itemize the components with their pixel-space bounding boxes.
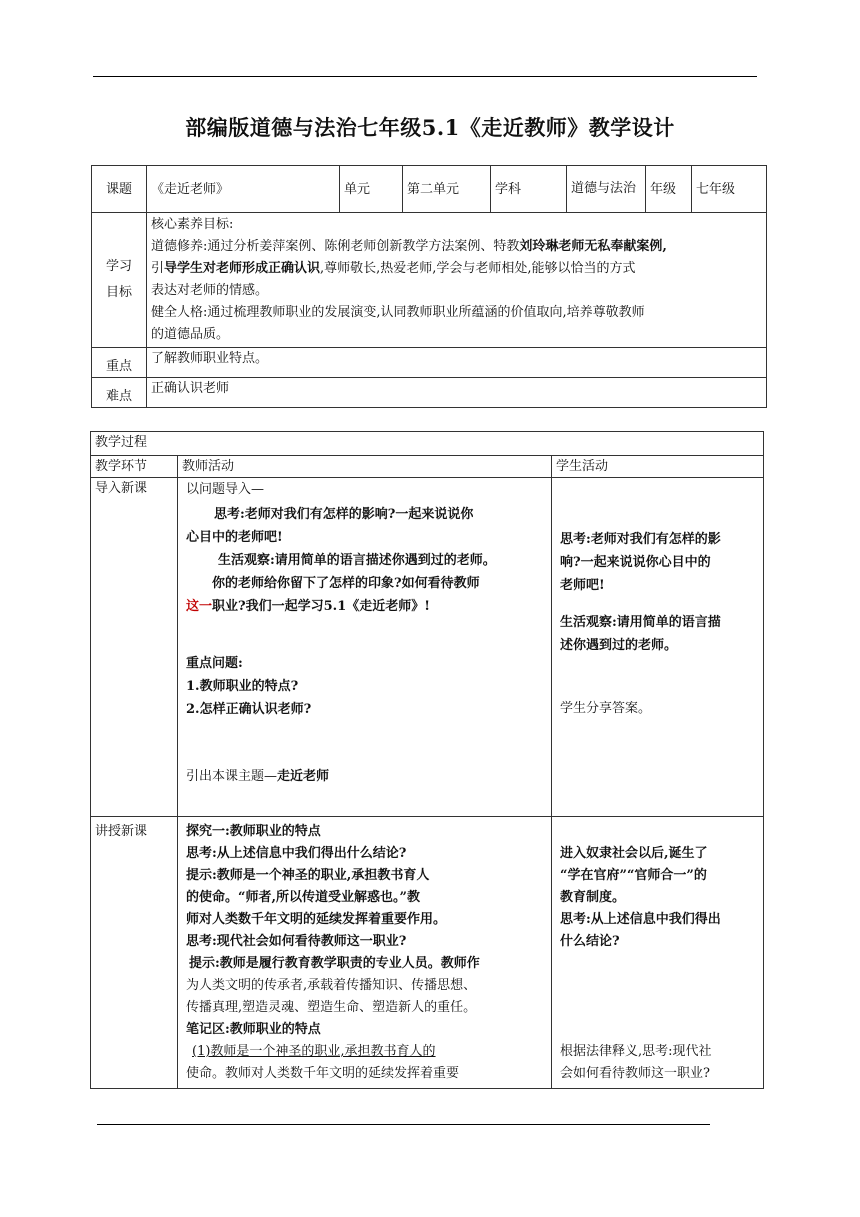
intro-t2b: 心目中的老师吧! bbox=[186, 530, 283, 545]
teaching-process-table bbox=[90, 431, 764, 1089]
intro-t4: 你的老师给你留下了怎样的印象?如何看待教师 bbox=[212, 576, 480, 591]
difficulty-label: 难点 bbox=[92, 378, 147, 408]
goals-moral-line3: 表达对老师的情感。 bbox=[151, 283, 269, 298]
intro-t7: 1.教师职业的特点? bbox=[186, 679, 299, 694]
goals-content bbox=[147, 213, 767, 348]
intro-t9: 引出本课主题—走近老师 bbox=[186, 769, 330, 784]
course-label: 课题 bbox=[92, 166, 147, 213]
key-value: 了解教师职业特点。 bbox=[147, 348, 767, 378]
intro-t5: 这一职业?我们一起学习5.1《走近老师》! bbox=[186, 599, 430, 614]
goals-personality-line1: 健全人格:通过梳理教师职业的发展演变,认同教师职业所蕴涵的价值取向,培养尊敬教师 bbox=[151, 305, 645, 320]
lecture-t3c: 师对人类数千年文明的延续发挥着重要作用。 bbox=[186, 912, 447, 927]
intro-t3: 生活观察:请用简单的语言描述你遇到过的老师。 bbox=[218, 553, 496, 568]
intro-t1: 以问题导入— bbox=[186, 482, 265, 497]
grade-label: 年级 bbox=[646, 166, 692, 213]
lecture-t7: (1)教师是一个神圣的职业,承担教书育人的 bbox=[192, 1044, 436, 1059]
intro-s3: 学生分享答案。 bbox=[560, 701, 652, 716]
intro-t2a: 思考:老师对我们有怎样的影响?一起来说说你 bbox=[214, 507, 474, 522]
lecture-s3b: 会如何看待教师这一职业? bbox=[560, 1066, 710, 1081]
goals-heading: 核心素养目标: bbox=[151, 217, 234, 232]
intro-s1a: 思考:老师对我们有怎样的影 bbox=[560, 532, 721, 547]
intro-stage: 导入新课 bbox=[91, 478, 178, 817]
intro-s2b: 述你遇到过的老师。 bbox=[560, 638, 678, 653]
intro-s2a: 生活观察:请用简单的语言描 bbox=[560, 615, 721, 630]
goals-moral-line2: 引导学生对老师形成正确认识,尊师敬长,热爱老师,学会与老师相处,能够以恰当的方式 bbox=[151, 261, 636, 276]
col-stage-header: 教学环节 bbox=[91, 456, 178, 478]
lecture-t5a: 提示:教师是履行教育教学职责的专业人员。教师作 bbox=[189, 956, 480, 971]
lecture-t2: 思考:从上述信息中我们得出什么结论? bbox=[186, 846, 407, 861]
intro-t8: 2.怎样正确认识老师? bbox=[186, 702, 312, 717]
lecture-stage: 讲授新课 bbox=[91, 817, 178, 1089]
lecture-s1b: “学在官府”“官师合一”的 bbox=[560, 868, 707, 883]
goals-moral-line1: 道德修养:通过分析姜萍案例、陈俐老师创新教学方法案例、特教刘玲琳老师无私奉献案例, bbox=[151, 239, 667, 254]
difficulty-value: 正确认识老师 bbox=[147, 378, 767, 408]
lesson-info-table bbox=[91, 165, 767, 408]
goals-label bbox=[92, 213, 147, 348]
lecture-t6: 笔记区:教师职业的特点 bbox=[186, 1022, 321, 1037]
lecture-t5b: 为人类文明的传承者,承载着传播知识、传播思想、 bbox=[186, 978, 477, 993]
course-value: 《走近老师》 bbox=[147, 166, 340, 213]
lecture-t4: 思考:现代社会如何看待教师这一职业? bbox=[186, 934, 407, 949]
lecture-teacher-activity bbox=[178, 817, 552, 1089]
page-title: 部编版道德与法治七年级5.1《走近教师》教学设计 bbox=[185, 115, 675, 140]
intro-s1c: 老师吧! bbox=[560, 578, 605, 593]
subject-label: 学科 bbox=[491, 166, 567, 213]
process-header: 教学过程 bbox=[91, 432, 764, 456]
key-label: 重点 bbox=[92, 348, 147, 378]
lecture-s3a: 根据法律释义,思考:现代社 bbox=[560, 1044, 712, 1059]
intro-student-activity bbox=[552, 478, 764, 817]
intro-t6: 重点问题: bbox=[186, 656, 243, 671]
lecture-s1a: 进入奴隶社会以后,诞生了 bbox=[560, 846, 708, 861]
lecture-t5c: 传播真理,塑造灵魂、塑造生命、塑造新人的重任。 bbox=[186, 1000, 477, 1015]
header-rule bbox=[93, 76, 757, 77]
lecture-s2b: 什么结论? bbox=[560, 934, 620, 949]
intro-teacher-activity bbox=[178, 478, 552, 817]
unit-value: 第二单元 bbox=[403, 166, 491, 213]
footer-rule bbox=[97, 1124, 710, 1125]
lecture-t1: 探究一:教师职业的特点 bbox=[186, 824, 321, 839]
lecture-t8: 使命。教师对人类数千年文明的延续发挥着重要 bbox=[186, 1066, 460, 1081]
unit-label: 单元 bbox=[340, 166, 403, 213]
col-student-header: 学生活动 bbox=[552, 456, 764, 478]
grade-value: 七年级 bbox=[692, 166, 767, 213]
goals-personality-line2: 的道德品质。 bbox=[151, 327, 230, 342]
lecture-s1c: 教育制度。 bbox=[560, 890, 626, 905]
subject-value: 道德与法治 bbox=[567, 166, 646, 213]
intro-s1b: 响?一起来说说你心目中的 bbox=[560, 555, 711, 570]
lecture-student-activity bbox=[552, 817, 764, 1089]
lecture-t3a: 提示:教师是一个神圣的职业,承担教书育人 bbox=[186, 868, 430, 883]
lecture-t3b: 的使命。“师者,所以传道受业解惑也。”教 bbox=[186, 890, 420, 905]
col-teacher-header: 教师活动 bbox=[178, 456, 552, 478]
lecture-s2a: 思考:从上述信息中我们得出 bbox=[560, 912, 721, 927]
goals-label-line1: 学习 bbox=[105, 259, 132, 274]
goals-label-line2: 目标 bbox=[105, 285, 132, 300]
